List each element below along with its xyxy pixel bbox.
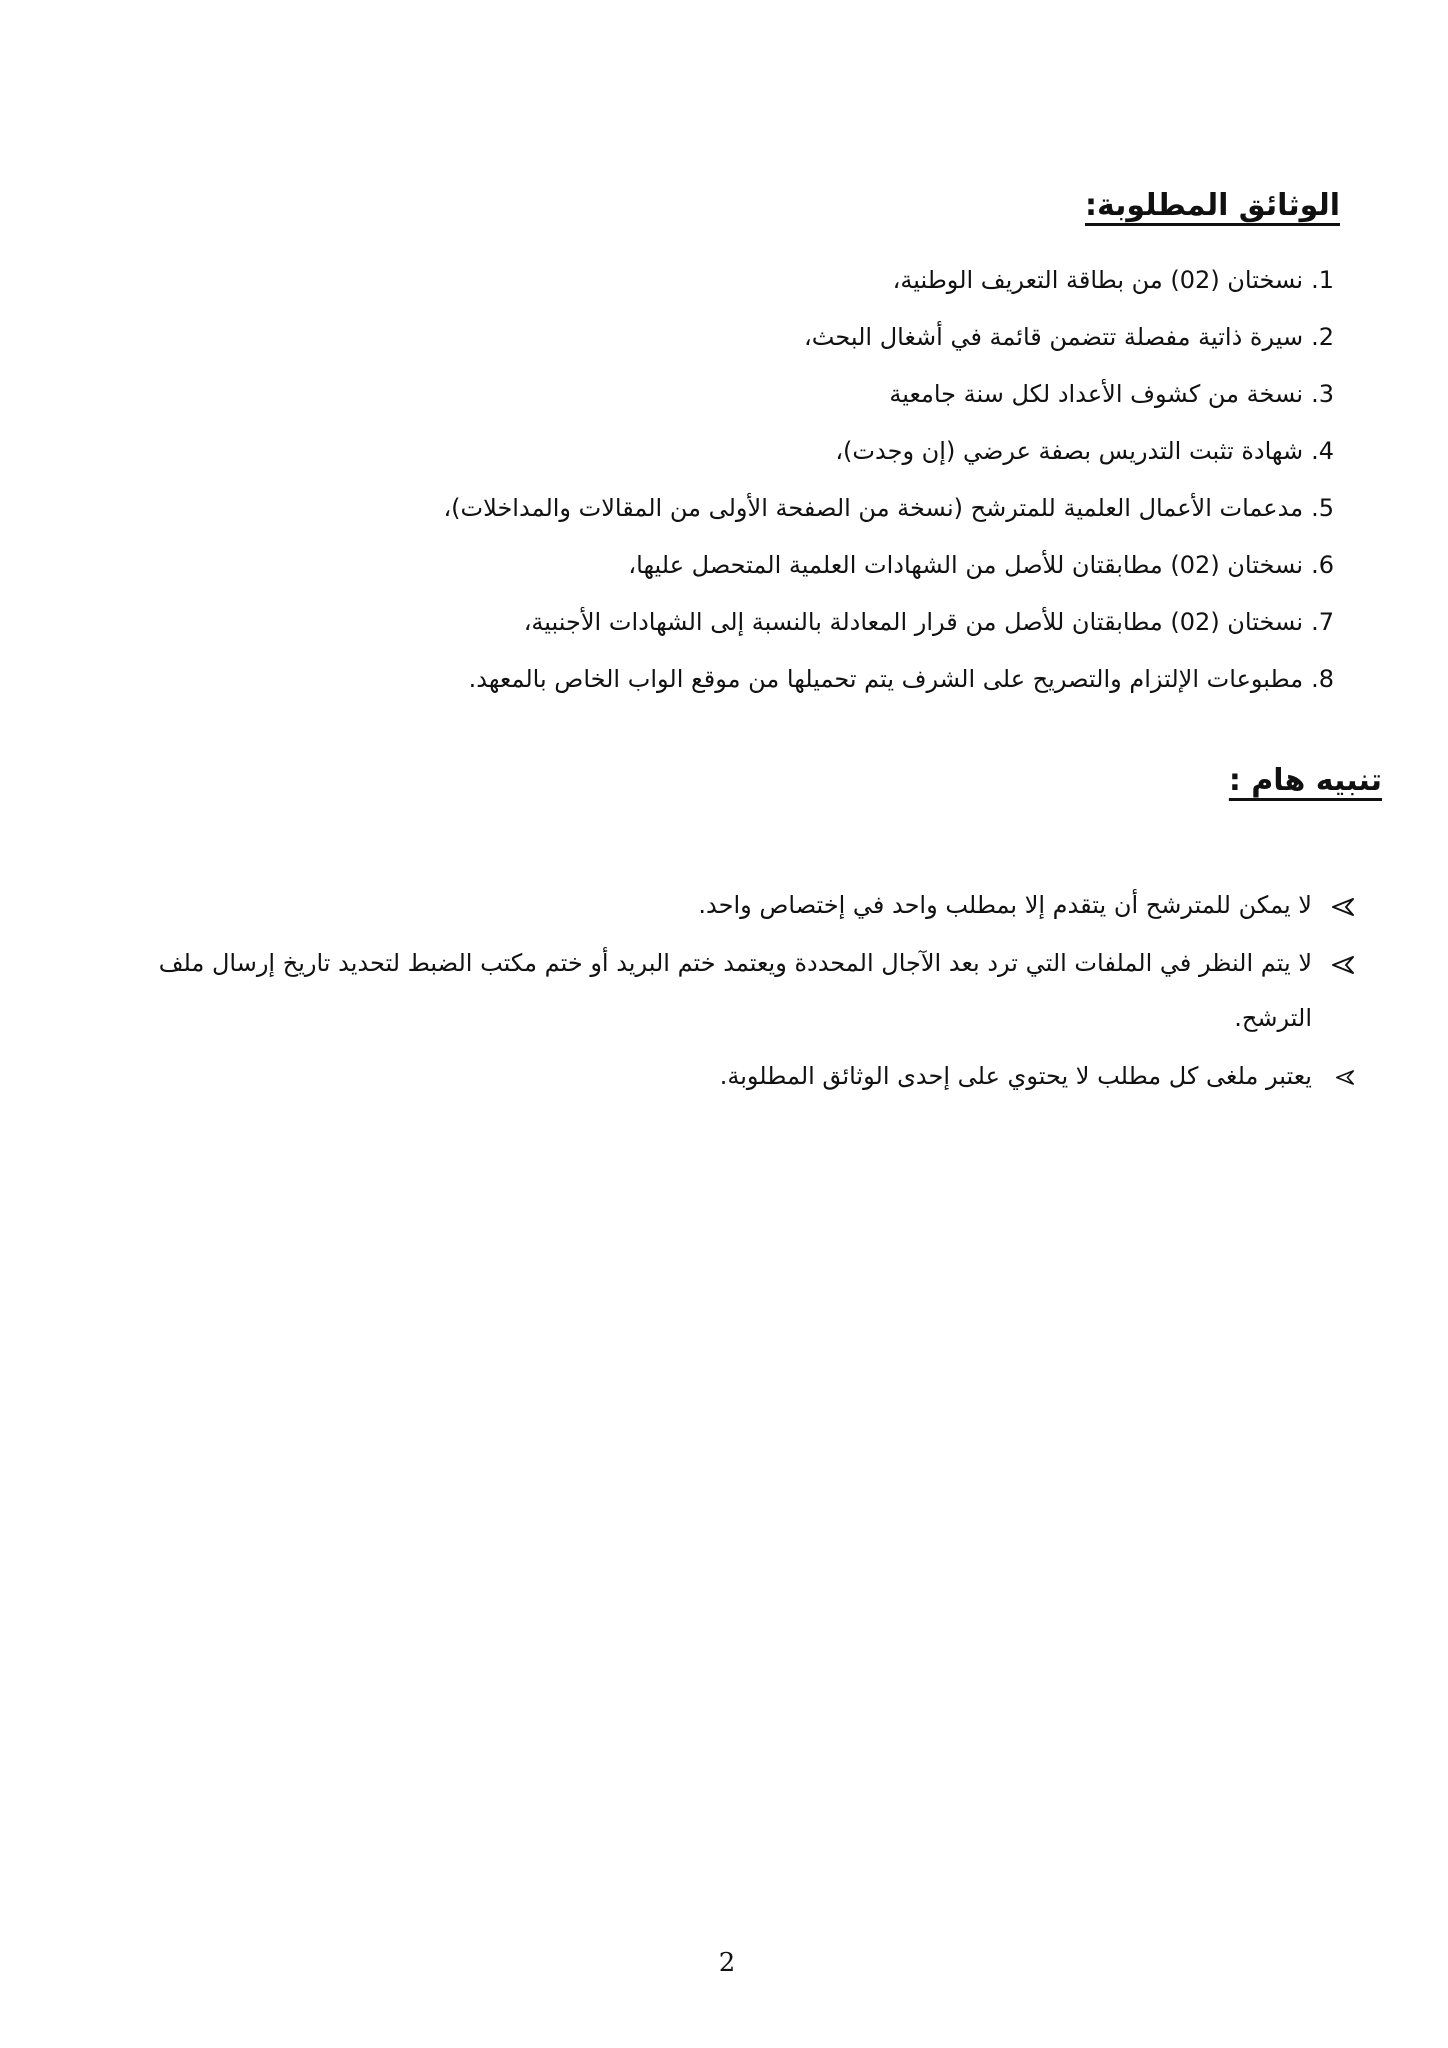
list-item xyxy=(234,659,1334,716)
item-number: 7. xyxy=(1311,608,1334,636)
notice-text: يعتبر ملغى كل مطلب لا يحتوي على إحدى الوثائق المطلوبة. xyxy=(719,1062,1312,1090)
list-item xyxy=(234,545,1334,602)
item-number: 6. xyxy=(1311,551,1334,579)
item-text: سيرة ذاتية مفصلة تتضمن قائمة في أشغال البحث، xyxy=(804,323,1304,351)
required-documents-heading: الوثائق المطلوبة: xyxy=(1084,188,1340,223)
notice-text: لا يمكن للمترشح أن يتقدم إلا بمطلب واحد في إختصاص واحد. xyxy=(698,891,1312,919)
list-item xyxy=(234,488,1334,545)
item-number: 8. xyxy=(1311,665,1334,693)
list-item xyxy=(114,936,1354,1046)
arrow-bullet-icon xyxy=(1332,878,1354,933)
list-item xyxy=(234,602,1334,659)
list-item xyxy=(114,878,1354,933)
notice-text: لا يتم النظر في الملفات التي ترد بعد الآجال المحددة ويعتمد ختم البريد أو ختم مكتب الضبط لتحديد تاريخ إرسال ملف الترشح. xyxy=(158,949,1312,1032)
item-text: نسختان (02) مطابقتان للأصل من قرار المعادلة بالنسبة إلى الشهادات الأجنبية، xyxy=(523,608,1304,636)
page-number: 2 xyxy=(718,1948,736,1978)
item-text: نسخة من كشوف الأعداد لكل سنة جامعية xyxy=(889,380,1304,408)
item-text: مطبوعات الإلتزام والتصريح على الشرف يتم تحميلها من موقع الواب الخاص بالمعهد. xyxy=(468,665,1304,693)
item-number: 5. xyxy=(1311,494,1334,522)
list-item xyxy=(234,374,1334,431)
important-notice-list xyxy=(114,878,1354,1107)
item-text: مدعمات الأعمال العلمية للمترشح (نسخة من الصفحة الأولى من المقالات والمداخلات)، xyxy=(443,494,1304,522)
arrow-bullet-icon xyxy=(1332,936,1354,991)
important-notice-heading: تنبيه هام : xyxy=(1228,763,1382,798)
item-number: 4. xyxy=(1311,437,1334,465)
list-item xyxy=(234,431,1334,488)
item-number: 3. xyxy=(1311,380,1334,408)
item-text: نسختان (02) مطابقتان للأصل من الشهادات العلمية المتحصل عليها، xyxy=(628,551,1304,579)
required-documents-list xyxy=(234,260,1334,716)
arrow-bullet-icon xyxy=(1336,1049,1354,1104)
item-text: شهادة تثبت التدريس بصفة عرضي (إن وجدت)، xyxy=(835,437,1304,465)
item-text: نسختان (02) من بطاقة التعريف الوطنية، xyxy=(892,266,1304,294)
item-number: 2. xyxy=(1311,323,1334,351)
list-item xyxy=(234,260,1334,317)
item-number: 1. xyxy=(1311,266,1334,294)
list-item xyxy=(234,317,1334,374)
list-item xyxy=(114,1049,1354,1104)
